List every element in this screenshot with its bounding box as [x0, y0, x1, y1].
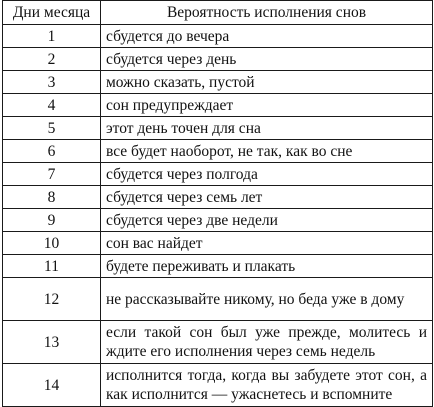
table-row	[3, 364, 433, 407]
day-cell: 7	[3, 163, 101, 186]
day-cell: 5	[3, 117, 101, 140]
column-header-meaning: Вероятность исполнения снов	[101, 1, 433, 25]
day-cell: 11	[3, 255, 101, 278]
dream-probability-table	[2, 0, 433, 407]
meaning-cell: будете переживать и плакать	[101, 255, 433, 278]
table-row	[3, 278, 433, 321]
table-row	[3, 117, 433, 140]
meaning-cell: этот день точен для сна	[101, 117, 433, 140]
meaning-cell: не рассказывайте никому, но беда уже в дому	[101, 278, 433, 321]
table-row	[3, 255, 433, 278]
meaning-cell: сбудется через полгода	[101, 163, 433, 186]
table-row	[3, 71, 433, 94]
meaning-cell: сбудется через семь лет	[101, 186, 433, 209]
table-row	[3, 140, 433, 163]
day-cell: 10	[3, 232, 101, 255]
day-cell: 3	[3, 71, 101, 94]
table-row	[3, 25, 433, 48]
meaning-cell: сон вас найдет	[101, 232, 433, 255]
meaning-cell: исполнится тогда, когда вы забудете этот сон, а как исполнится — ужаснетесь и вспомните	[101, 364, 433, 407]
table-row	[3, 232, 433, 255]
meaning-cell: можно сказать, пустой	[101, 71, 433, 94]
day-cell: 8	[3, 186, 101, 209]
day-cell: 2	[3, 48, 101, 71]
day-cell: 9	[3, 209, 101, 232]
table-row	[3, 94, 433, 117]
meaning-cell: сон предупреждает	[101, 94, 433, 117]
table-row	[3, 48, 433, 71]
day-cell: 6	[3, 140, 101, 163]
meaning-cell: сбудется через день	[101, 48, 433, 71]
meaning-cell: сбудется через две недели	[101, 209, 433, 232]
meaning-cell: все будет наоборот, не так, как во сне	[101, 140, 433, 163]
table-row	[3, 209, 433, 232]
column-header-day: Дни месяца	[3, 1, 101, 25]
day-cell: 4	[3, 94, 101, 117]
day-cell: 13	[3, 321, 101, 364]
table-row	[3, 186, 433, 209]
table-row	[3, 163, 433, 186]
table-header-row	[3, 1, 433, 25]
meaning-cell: сбудется до вечера	[101, 25, 433, 48]
meaning-cell: если такой сон был уже прежде, молитесь и ждите его исполнения через семь недель	[101, 321, 433, 364]
day-cell: 12	[3, 278, 101, 321]
day-cell: 14	[3, 364, 101, 407]
table-row	[3, 321, 433, 364]
day-cell: 1	[3, 25, 101, 48]
